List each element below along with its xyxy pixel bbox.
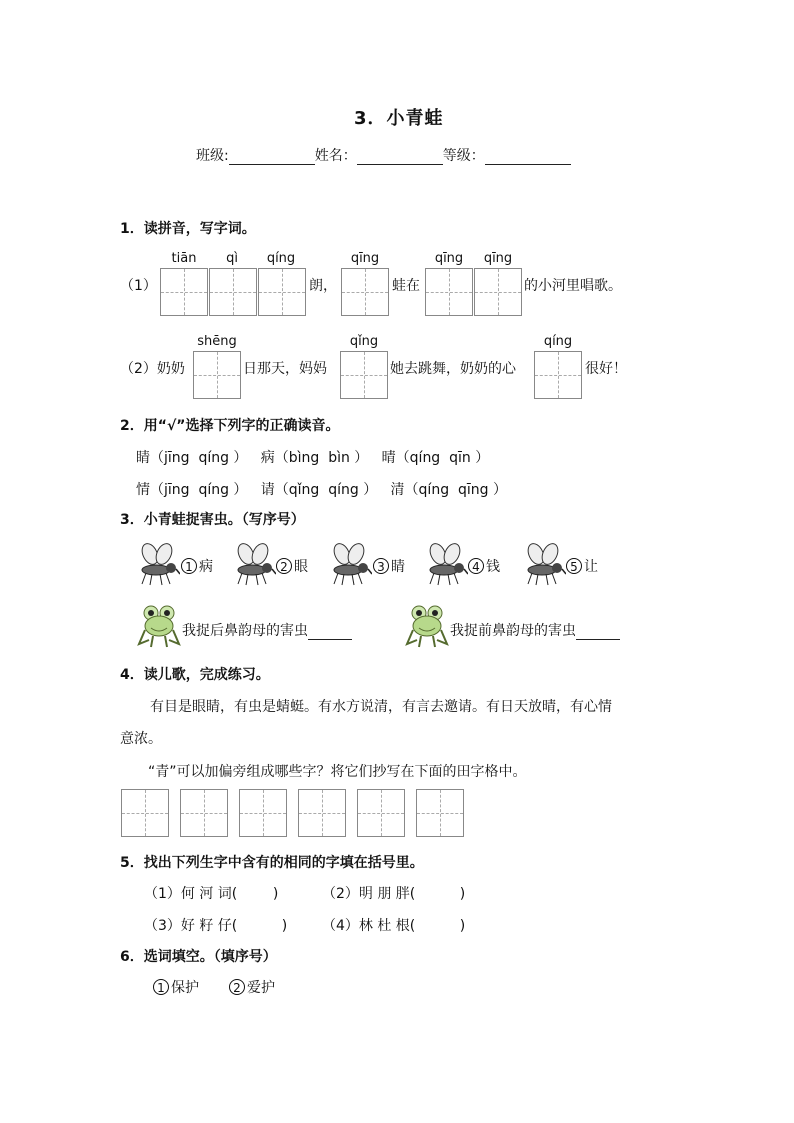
mosquito-icon: [232, 542, 276, 586]
class-blank[interactable]: [229, 150, 315, 165]
q2-heading: 2．用“√”选择下列字的正确读音。: [120, 418, 340, 434]
tianzige-box[interactable]: [193, 351, 241, 399]
q1-row2-num: （2）奶奶: [120, 361, 185, 377]
q6-option-2: [229, 977, 275, 997]
pinyin-label: qíng: [543, 334, 573, 349]
tianzige-box[interactable]: [121, 789, 169, 837]
frog2-text: 我捉前鼻韵母的害虫: [450, 623, 576, 639]
tianzige-box[interactable]: [341, 268, 389, 316]
frog1-blank[interactable]: [308, 625, 352, 640]
poem-line-1: 有目是眼睛，有虫是蜻蜓。有水方说清，有言去邀请。有日天放晴，有心情: [150, 699, 612, 715]
frog-icon: [137, 604, 181, 648]
bug-label-5[interactable]: [566, 556, 598, 576]
frog-icon: [405, 604, 449, 648]
q4-heading: 4．读儿歌，完成练习。: [120, 667, 270, 683]
q3-heading: 3．小青蛙捉害虫。（写序号）: [120, 512, 305, 528]
q4-question: “青”可以加偏旁组成哪些字？将它们抄写在下面的田字格中。: [148, 764, 527, 780]
frog2-caption: [450, 620, 620, 640]
q1-heading: 1．读拼音，写字词。: [120, 221, 256, 237]
tianzige-box[interactable]: [209, 268, 257, 316]
q1-row1-text2: 蛙在: [392, 278, 420, 294]
grade-label: 等级：: [442, 148, 485, 164]
q6-option-1: [153, 977, 199, 997]
pinyin-label: qíng: [266, 251, 296, 266]
bug-char: 眼: [294, 559, 308, 575]
circled-number: 2: [229, 979, 245, 995]
tianzige-box[interactable]: [534, 351, 582, 399]
mosquito-icon: [424, 542, 468, 586]
tianzige-box[interactable]: [416, 789, 464, 837]
pinyin-label: tiān: [171, 251, 197, 266]
name-blank[interactable]: [357, 150, 443, 165]
tianzige-box[interactable]: [180, 789, 228, 837]
tianzige-box[interactable]: [425, 268, 473, 316]
bug-label-4[interactable]: [468, 556, 500, 576]
q1-row1-text3: 的小河里唱歌。: [524, 278, 622, 294]
option-text: 保护: [171, 980, 199, 996]
bug-char: 让: [584, 559, 598, 575]
poem-line-2: 意浓。: [120, 731, 162, 747]
circled-number: 2: [276, 558, 292, 574]
circled-number: 1: [153, 979, 169, 995]
circled-number: 1: [181, 558, 197, 574]
circled-number: 3: [373, 558, 389, 574]
pinyin-label: qīng: [434, 251, 464, 266]
q1-row1-text1: 朗，: [309, 278, 337, 294]
q1-row2-text1: 日那天，妈妈: [243, 361, 327, 377]
pinyin-label: qì: [226, 251, 238, 266]
circled-number: 5: [566, 558, 582, 574]
bug-char: 睛: [391, 559, 405, 575]
q6-heading: 6．选词填空。（填序号）: [120, 949, 277, 965]
bug-char: 病: [199, 559, 213, 575]
circled-number: 4: [468, 558, 484, 574]
tianzige-box[interactable]: [357, 789, 405, 837]
pinyin-label: shēng: [197, 334, 237, 349]
q5-item-2[interactable]: （2）明 朋 胖( ): [322, 886, 466, 902]
pinyin-label: qīng: [483, 251, 513, 266]
frog1-text: 我捉后鼻韵母的害虫: [182, 623, 308, 639]
q5-item-3[interactable]: （3）好 籽 仔( ): [144, 918, 288, 934]
tianzige-box[interactable]: [239, 789, 287, 837]
page-title: 3．小青蛙: [354, 108, 444, 129]
mosquito-icon: [328, 542, 372, 586]
option-text: 爱护: [247, 980, 275, 996]
tianzige-box[interactable]: [474, 268, 522, 316]
bug-label-3[interactable]: [373, 556, 405, 576]
q2-line2[interactable]: 情（jīng qíng ） 请（qǐng qíng ） 清（qíng qīng ）: [136, 482, 507, 498]
tianzige-box[interactable]: [298, 789, 346, 837]
q5-item-1[interactable]: （1）何 河 词( ): [144, 886, 279, 902]
q2-line1[interactable]: 睛（jīng qíng ） 病（bìng bìn ） 晴（qíng qīn ）: [136, 450, 490, 466]
q1-row2-text2: 她去跳舞，奶奶的心: [390, 361, 516, 377]
pinyin-label: qǐng: [349, 334, 379, 349]
grade-blank[interactable]: [485, 150, 571, 165]
mosquito-icon: [136, 542, 180, 586]
mosquito-icon: [522, 542, 566, 586]
frog2-blank[interactable]: [576, 625, 620, 640]
tianzige-box[interactable]: [160, 268, 208, 316]
q1-row1-num: （1）: [120, 278, 157, 294]
student-info-line: [196, 145, 571, 165]
tianzige-box[interactable]: [340, 351, 388, 399]
pinyin-label: qīng: [350, 251, 380, 266]
q5-heading: 5．找出下列生字中含有的相同的字填在括号里。: [120, 855, 424, 871]
bug-label-2[interactable]: [276, 556, 308, 576]
frog1-caption: [182, 620, 352, 640]
q1-row2-text3: 很好！: [585, 361, 627, 377]
bug-char: 钱: [486, 559, 500, 575]
class-label: 班级:: [196, 148, 229, 164]
tianzige-box[interactable]: [258, 268, 306, 316]
name-label: 姓名：: [314, 148, 357, 164]
q5-item-4[interactable]: （4）林 杜 根( ): [322, 918, 466, 934]
bug-label-1[interactable]: [181, 556, 213, 576]
